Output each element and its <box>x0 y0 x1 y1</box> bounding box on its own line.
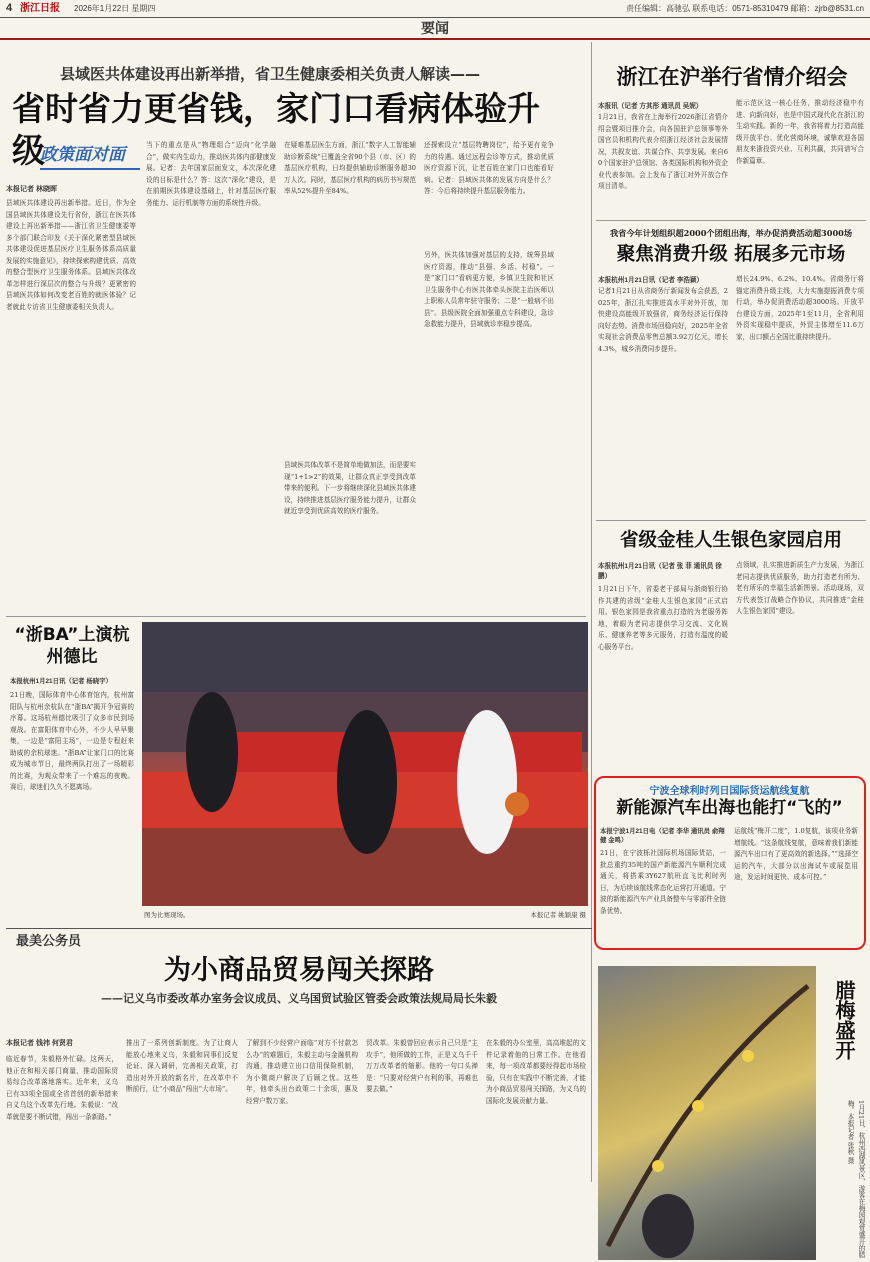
paper-name: 浙江日报 <box>20 3 60 14</box>
lead-title: 省时省力更省钱，家门口看病体验升级 <box>12 89 540 170</box>
player-dark-1 <box>186 692 238 812</box>
player-white <box>457 710 517 854</box>
basketball-scene <box>142 622 588 906</box>
plum-blossom-3 <box>742 1050 754 1062</box>
basketball-photo <box>142 622 588 906</box>
bank-title: 省级金桂人生银色家园启用 <box>619 530 842 551</box>
ev-col-2: 运航线“梅开二度”，1.0复航，该项业务新增航线。“这条航线复航，意味着我们新能源汽车出口有了更高效的新选择。”“选择空运的汽车，大部分以出海试车或展览用途，发运时间更快、成本可控。” <box>734 827 858 881</box>
photo-credit: 本报记者 姚颖康 摄 <box>530 912 586 919</box>
consume-kicker: 我省今年计划组织超2000个团组出海，举办促消费活动超3000场 <box>609 228 853 238</box>
lead-col-2: 当下的重点是从“物理组合”迈向“化学融合”，做实内生动力，推动医共体内部健康发展。记者：去年国家层面发文，本次深化建设的目标是什么？答：这次“深化”建设，是在前期医共体建设基础上，针对基层医疗服务能力、运行机制等方面的系统性升级。 <box>146 141 276 207</box>
lead-kicker: 县域医共体建设再出新举措，省卫生健康委相关负责人解读—— <box>60 65 481 83</box>
bottom-col-2: 推出了一系列创新制度。为了让商人能放心地来义乌，朱毅和同事们反复论证、深入调研，完善相关政策，打造出对外开放的新名片，在改革中不断前行，让“小商品”闯出“大市场”。 <box>126 1039 238 1093</box>
plum-blossom-2 <box>692 1100 704 1112</box>
lead-col-4: 还探索设立“基层特聘岗位”，给予更有竞争力的待遇。通过远程会诊等方式，推动优质医疗资源下沉，让老百姓在家门口也能看好病。记者：县域医共体的发展方向是什么？答：今后将持续提升基层服务能力。 <box>424 141 554 195</box>
hz-rule <box>596 220 866 221</box>
bottom-col-1: 临近春节，朱毅格外忙碌。这两天，他正在和相关部门商量，推动国际贸易综合改革落地落实。近年来，义乌已有33项全国或全省首创的新举措来自义乌这个改革先行地。朱毅说：“改革就是要不断试错，闯出一条新路。” <box>6 1055 118 1121</box>
ba-body: 21日晚，国际体育中心体育馆内，杭州富阳队与杭州余杭队在“浙BA”揭开争冠赛的序幕。这场杭州德比吸引了众多市民到场观战。在富阳体育中心外，不少人早早聚集，一边是“富阳主场”，一边是专程赶来助威的余杭球迷。“浙BA”让家门口的比赛成为城市节日，最终两队打出了一场精彩的比赛，为观众带来了一个难忘的夜晚。赛后，球迷们久久不愿离场。 <box>10 691 134 791</box>
consume-rule <box>596 520 866 521</box>
bank-col-2: 点领域，扎实推进新质生产力发展，为浙江老同志提供优质服务，助力打造老有所为、老有所乐的幸福生活新图景。活动现场，双方代表签订战略合作协议，共同推进“金桂人生银色家园”建设。 <box>736 561 864 615</box>
plum-blossom-1 <box>652 1160 664 1172</box>
bottom-section-label: 最美公务员 <box>16 934 82 949</box>
bank-col-1: 1月21日下午，省委老干部局与浙商银行协作共建的省级“金桂人生银色家园”正式启用。银色家园是我省重点打造的为老服务阵地，着眼为老同志提供学习交流、文化娱乐、健康养老等多元服务，打造有温度的暖心服务平台。 <box>598 585 728 651</box>
hz-byline: 本报讯（记者 方其彤 通讯员 吴妮） <box>598 103 703 110</box>
column-rule <box>591 42 592 1182</box>
page-header <box>0 0 870 18</box>
section-rule <box>6 616 586 617</box>
ev-title: 新能源汽车出海也能打“飞的” <box>616 798 843 818</box>
lead-byline: 本报记者 林晓晖 <box>6 186 57 193</box>
page-number: 4 <box>6 2 13 14</box>
bottom-rule <box>6 928 592 929</box>
visitor-figure <box>642 1194 694 1258</box>
bottom-col-4: 贸改革。朱毅曾回应表示自己只是“主攻手”，他所做的工作，正是义乌千千万万改革者的缩影。他的一句口头禅是：“只要对经营户有利的事，再难也要去做。” <box>366 1039 478 1093</box>
policy-badge <box>40 140 140 170</box>
policy-badge-text: 政策面对面 <box>40 145 125 165</box>
plum-scene <box>598 966 816 1260</box>
plum-branch <box>608 986 808 1246</box>
bottom-col-3: 了解到不少经营户面临“对方不付款怎么办”的难题后，朱毅主动与金融机构沟通，推动建立出口信用保险机制，为小微商户解决了后顾之忧。这些年，他牵头出台政策二十余项，惠及经营户数万家。 <box>246 1039 358 1105</box>
bottom-col-5: 在朱毅的办公室里，高高堆起的文件记录着他的日常工作。在他看来，每一项改革都要经得起市场检验，只有在实践中不断完善，才能为小商品贸易闯关探路，为义乌的国际化发展贡献力量。 <box>486 1039 586 1105</box>
hz-body: 1月21日，我省在上海举行2026浙江省情介绍会暨项目推介会，向各国驻沪总领事等外国官员和机构代表介绍浙江经济社会发展情况，共叙友谊、共谋合作、共享发展。来自60个国家驻沪总领馆、各类国际机构和外资企业代表参加。会上发布了浙江对外开放合作项目清单。 <box>598 113 728 190</box>
plum-photo <box>598 966 816 1260</box>
consume-title: 聚焦消费升级 拓展多元市场 <box>616 244 846 265</box>
bottom-title: 为小商品贸易闯关探路 <box>164 955 434 986</box>
basketball <box>505 792 529 816</box>
consume-col-2: 增长24.9%、6.2%、10.4%。省商务厅将锚定消费升级主线，大力实施提振消费专项行动，举办促消费活动超3000场。开放平台建设方面，2025年1至11月，全省利用外资实现稳中提质，外贸主体增至11.6万家，出口额占全国比重持续提升。 <box>736 275 864 341</box>
ev-box <box>594 776 866 950</box>
section-title: 要闻 <box>0 18 870 40</box>
bottom-subtitle: ——记义乌市委改革办室务会议成员、义乌国贸试验区管委会政策法规局局长朱毅 <box>101 992 497 1005</box>
hz-body-2: 能示范区这一核心任务，推动经济稳中有进、向新向好，也是中国式现代化在浙江的生动实践。新的一年，我省将着力打造高能级开放平台、优化营商环境，诚挚欢迎各国朋友来浙投资兴业、互利共赢，共同谱写合作新篇章。 <box>736 99 864 165</box>
lead-col-1: 县域医共体建设再出新举措。近日，作为全国县域医共体建设先行省份，浙江在医共体建设上再出新举措——浙江省卫生健康委等多个部门联合印发《关于深化紧密型县域医共体建设促进基层医疗卫生服务体系高质量发展的实施意见》，持续探索构建优质、高效的整合型医疗卫生服务体系。县域医共体改革怎样进行深层次的整合与升级？更紧密的县域医共体如何改变老百姓的就医体验？记者就此专访省卫生健康委相关负责人。 <box>6 199 136 311</box>
ba-title: “浙BA”上演杭州德比 <box>14 625 130 667</box>
lead-col-3: 在疑难基层医生方面，浙江“数字人工智能辅助诊断系统”已覆盖全省90个县（市、区）的基层医疗机构，日均提供辅助诊断服务超30万人次。同时，基层医疗机构的病历书写规范率从52%提升至84%。 <box>284 141 416 195</box>
bottom-byline: 本报记者 钱祎 何贤君 <box>6 1040 73 1047</box>
lead-col-5: 另外，医共体加强对基层的支持，统筹县域医疗资源，推动“县强、乡活、村稳”。一是“家门口”看病更方便，乡镇卫生院和社区卫生服务中心有医共体牵头医院主治医师以上职称人员常年驻守服务；二是“一般病不出县”。县级医院全面加强重点专科建设，急诊急救能力提升，县域就诊率稳步提高。 <box>424 251 554 328</box>
plum-title: 腊梅盛开 <box>832 980 856 1060</box>
ev-kicker: 宁波全球利时列日国际货运航线复航 <box>649 786 810 797</box>
ev-byline: 本报宁波1月21日电（记者 李华 通讯员 俞翔健 金鸣） <box>600 828 725 844</box>
plum-caption: 1月21日，杭州西湖风景区，游客在梅园观赏盛开的腊梅。本报记者 张秋 摄 <box>846 1100 865 1258</box>
consume-col-1: 记者1月21日从省商务厅新闻发布会获悉，2025年，浙江扎实推进高水平对外开放，加快建设高能级开放强省，商务经济运行保持向好态势。消费市场回稳向好，2025年全省实现社会消费品零售总额3.92万亿元，增长4.3%，城乡消费同步提升。 <box>598 287 728 353</box>
lead-col-6: 县域医共体改革不是简单地做加法，而是要实现“1+1>2”的效果，让群众真正享受到改革带来的便利。下一步将继续深化县域医共体建设，持续推进基层医疗服务能力提升，让群众就近享受到优质高效的医疗服务。 <box>284 461 416 515</box>
hz-title: 浙江在沪举行省情介绍会 <box>616 65 848 89</box>
player-dark-2 <box>337 710 397 854</box>
photo-caption: 图为比赛现场。 <box>144 912 190 919</box>
issue-date: 2026年1月22日 星期四 <box>74 4 156 13</box>
editor-info: 责任编辑：高驰弘 联系电话：0571-85310479 邮箱：zjrb@8531.cn <box>626 4 864 13</box>
stands-top <box>142 622 588 692</box>
ev-col-1: 21日，在宁波栎社国际机场国际货站，一批总重约35吨的国产新能源汽车顺利完成通关，将搭乘3Y627航班直飞比利时列日，为后续该航线常态化运营打开通道。宁波的新能源汽车产业具备整车与零部件全链条优势。 <box>600 849 726 915</box>
ba-byline: 本报杭州1月21日讯（记者 杨晓宇） <box>10 678 112 685</box>
bank-byline: 本报杭州1月21日讯（记者 张 菲 通讯员 徐鹏） <box>598 563 722 580</box>
consume-byline: 本报杭州1月21日讯（记者 李浩颖） <box>598 277 704 284</box>
